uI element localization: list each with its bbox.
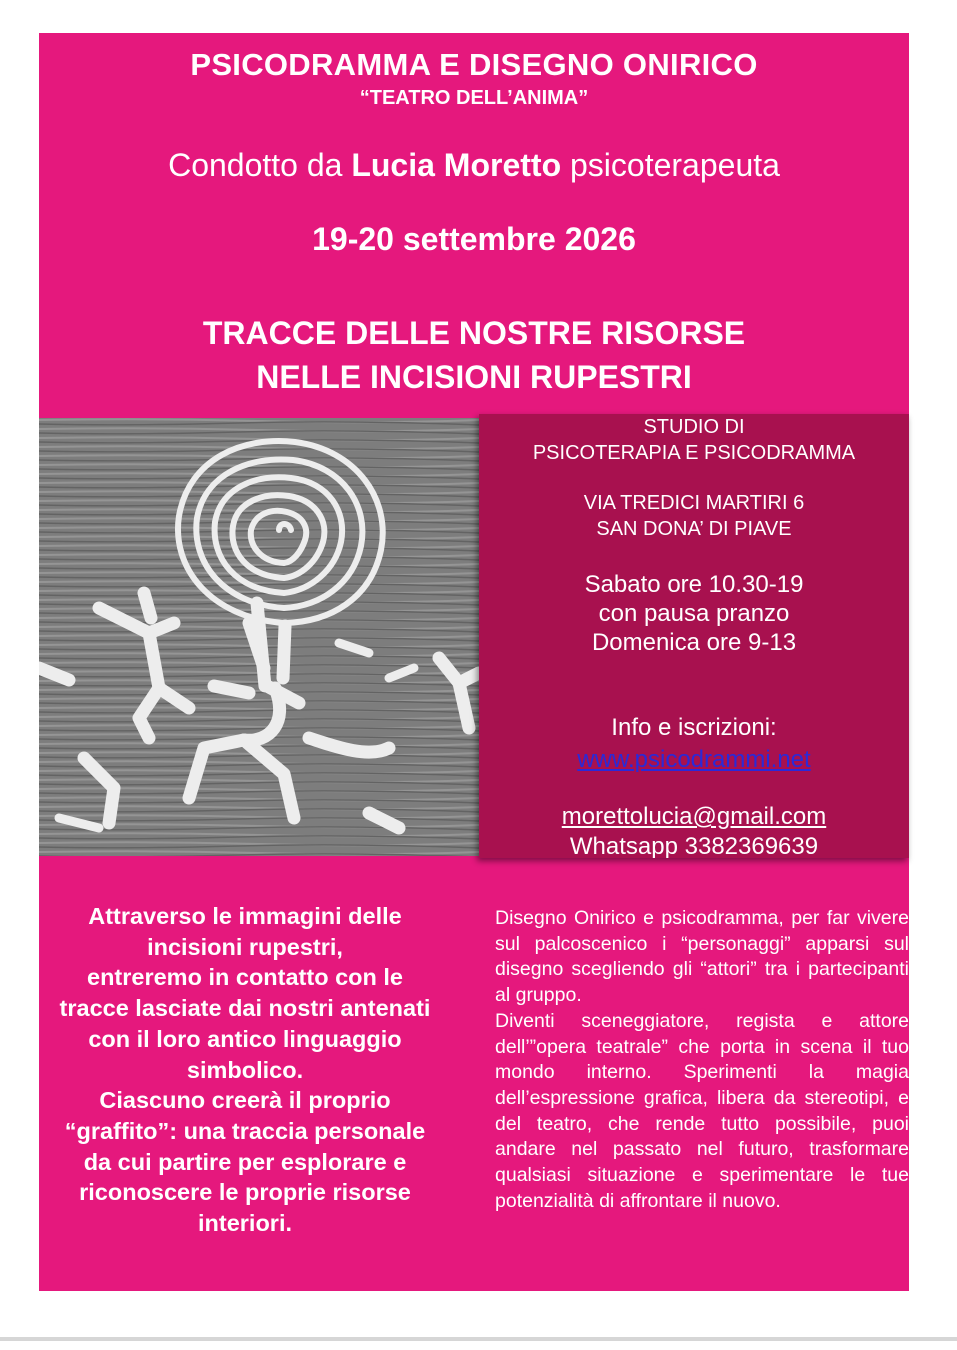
left-description (39, 901, 451, 1239)
address (479, 490, 909, 542)
address-line-1: VIA TREDICI MARTIRI 6 (583, 492, 805, 514)
left-line: interiori. (197, 1210, 292, 1237)
rock-engraving-image (39, 418, 479, 856)
studio-line-2: PSICOTERAPIA E PSICODRAMMA (532, 442, 856, 464)
poster (39, 33, 909, 1291)
info-box (479, 414, 909, 858)
studio-name (479, 414, 909, 466)
info-label: Info e iscrizioni: (611, 714, 777, 741)
left-line: con il loro antico linguaggio (88, 1025, 402, 1052)
poster-title: PSICODRAMMA E DISEGNO ONIRICO (190, 47, 758, 82)
schedule-line-2: con pausa pranzo (598, 600, 790, 627)
conducted-by (39, 147, 909, 184)
left-line: entreremo in contatto con le (87, 964, 403, 991)
website-link[interactable]: www.psicodrammi.net (577, 746, 811, 773)
conducted-prefix: Condotto da (168, 147, 343, 183)
website-row (479, 746, 909, 774)
right-paragraph-2: Diventi sceneggiatore, regista e attore dell’”opera teatrale” che porta in scena il tuo mondo interno. Sperimenti la magia dell’espressione grafica, libera da stereotipi, e del teatro, che rende tutto possibile, puoi andare nel passato nel futuro, trasformare qualsiasi situazione e sperimentare le tue potenzialità di affrontare il nuovo. (495, 1009, 909, 1212)
whatsapp-number: Whatsapp 3382369639 (569, 833, 819, 858)
conducted-suffix: psicoterapeuta (570, 147, 780, 183)
right-paragraph-1: Disegno Onirico e psicodramma, per far vivere sul palcoscenico i “personaggi” apparsi sul disegno scegliendo gli “attori” tra i partecipanti al gruppo. (495, 907, 909, 1007)
schedule (479, 570, 909, 657)
email-link[interactable]: morettolucia@gmail.com (561, 803, 827, 830)
theme-line-2: NELLE INCISIONI RUPESTRI (256, 359, 692, 395)
left-line: “graffito”: una traccia personale (64, 1117, 426, 1144)
left-line: tracce lasciate dai nostri antenati (59, 995, 431, 1022)
studio-line-1: STUDIO DI (643, 416, 745, 438)
left-line: Ciascuno creerà il proprio (99, 1087, 391, 1114)
conductor-name: Lucia Moretto (351, 147, 562, 183)
schedule-line-1: Sabato ore 10.30-19 (584, 571, 804, 598)
left-line: Attraverso le immagini delle (88, 903, 402, 929)
email-row (479, 803, 909, 831)
left-line: incisioni rupestri, (147, 933, 343, 960)
left-line: da cui partire per esplorare e (83, 1148, 407, 1175)
right-description (495, 906, 909, 1214)
theme-line-1: TRACCE DELLE NOSTRE RISORSE (202, 315, 746, 351)
address-line-2: SAN DONA’ DI PIAVE (596, 518, 792, 540)
poster-subtitle: “TEATRO DELL’ANIMA” (359, 87, 589, 109)
event-theme (39, 311, 909, 399)
event-date: 19-20 settembre 2026 (312, 221, 636, 257)
schedule-line-3: Domenica ore 9-13 (591, 629, 797, 656)
page-bottom-divider (0, 1337, 957, 1341)
left-line: riconoscere le proprie risorse (79, 1179, 411, 1206)
left-line: simbolico. (186, 1056, 304, 1083)
